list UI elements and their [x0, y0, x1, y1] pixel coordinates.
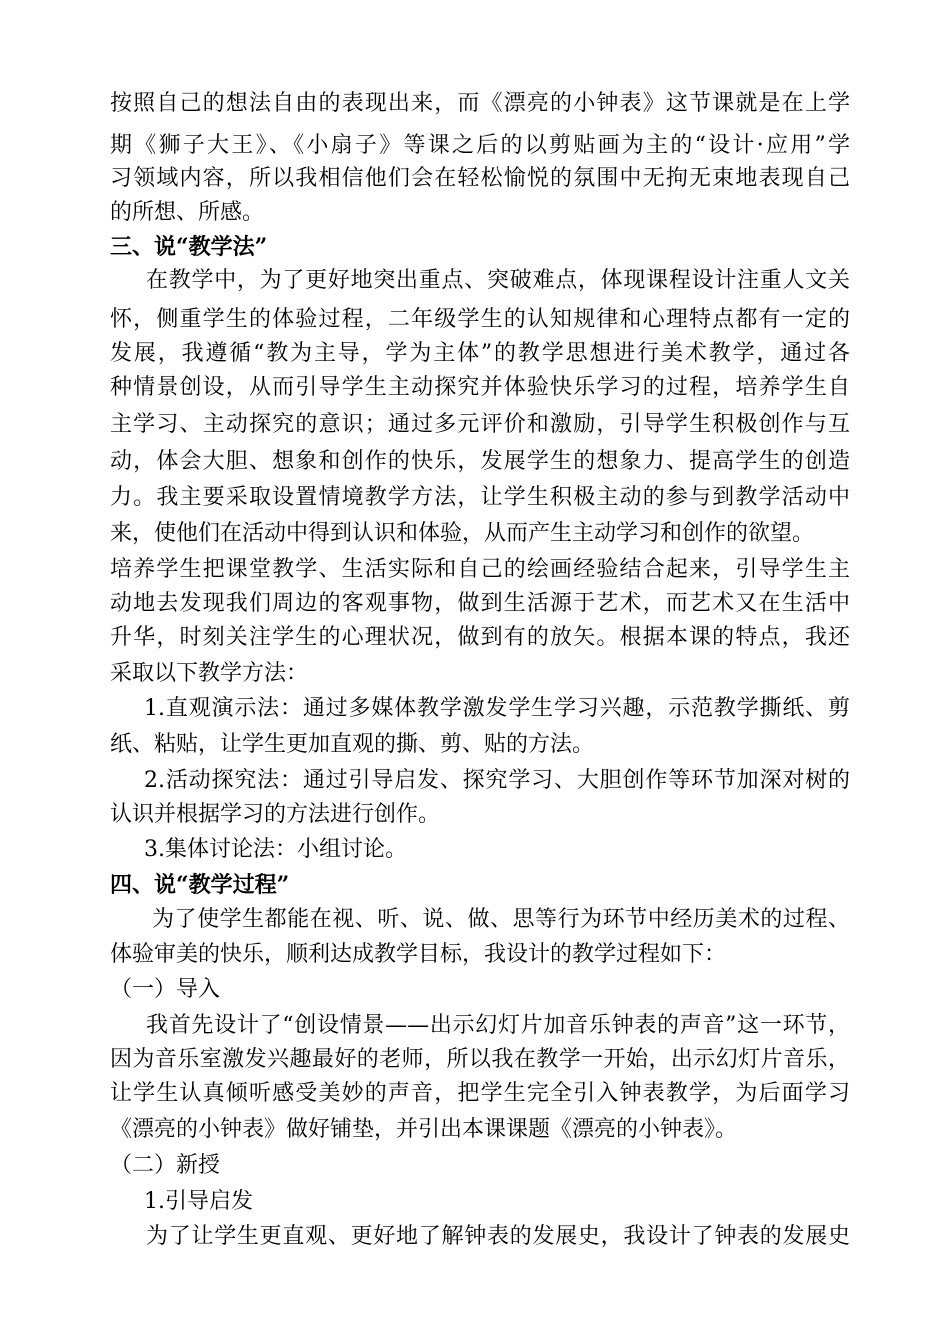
- list-item-line: 2.活动探究法：通过引导启发、探究学习、大胆创作等环节加深对树的: [144, 768, 850, 793]
- paragraph-line: 升华，时刻关注学生的心理状况，做到有的放矢。根据本课的特点，我还: [110, 625, 850, 650]
- list-item-line: 3.集体讨论法：小组讨论。: [144, 837, 407, 862]
- list-item-line: 认识并根据学习的方法进行创作。: [110, 802, 441, 827]
- list-item-line: 纸、粘贴，让学生更加直观的撕、剪、贴的方法。: [110, 732, 595, 757]
- subsection-heading: （一）导入: [110, 977, 221, 1002]
- paragraph-line: 在教学中，为了更好地突出重点、突破难点，体现课程设计注重人文关: [146, 268, 850, 293]
- paragraph-line: 《漂亮的小钟表》做好铺垫，并引出本课课题《漂亮的小钟表》。: [110, 1117, 738, 1142]
- paragraph-line: 习领域内容，所以我相信他们会在轻松愉悦的氛围中无拘无束地表现自己: [110, 166, 850, 191]
- paragraph-line: 体验审美的快乐，顺利达成教学目标，我设计的教学过程如下：: [110, 942, 727, 967]
- list-item-line: 1.直观演示法：通过多媒体教学激发学生学习兴趣，示范教学撕纸、剪: [144, 696, 850, 721]
- section-heading: 四、说“教学过程”: [110, 872, 290, 898]
- paragraph-line: 力。我主要采取设置情境教学方法，让学生积极主动的参与到教学活动中: [110, 485, 850, 510]
- paragraph-line: 怀，侧重学生的体验过程，二年级学生的认知规律和心理特点都有一定的: [110, 307, 850, 332]
- paragraph-line: 我首先设计了“创设情景——出示幻灯片加音乐钟表的声音”这一环节，: [146, 1013, 850, 1038]
- paragraph-line: 主学习、主动探究的意识；通过多元评价和激励，引导学生积极创作与互: [110, 412, 850, 437]
- paragraph-line: 发展，我遵循“教为主导，学为主体”的教学思想进行美术教学，通过各: [110, 341, 850, 366]
- subsection-heading: （二）新授: [110, 1153, 221, 1178]
- paragraph-line: 采取以下教学方法：: [110, 661, 309, 686]
- section-heading: 三、说“教学法”: [110, 234, 268, 260]
- subsection-item: 1.引导启发: [144, 1189, 253, 1214]
- paragraph-line: 动地去发现我们周边的客观事物，做到生活源于艺术，而艺术又在生活中: [110, 591, 850, 616]
- paragraph-line: 的所想、所感。: [110, 200, 265, 225]
- paragraph-line: 来，使他们在活动中得到认识和体验，从而产生主动学习和创作的欲望。: [110, 521, 815, 546]
- paragraph-line: 期《狮子大王》、《小扇子》等课之后的以剪贴画为主的“设计·应用”学: [110, 133, 850, 158]
- paragraph-line: 因为音乐室激发兴趣最好的老师，所以我在教学一开始，出示幻灯片音乐，: [110, 1047, 850, 1072]
- paragraph-line: 动，体会大胆、想象和创作的快乐，发展学生的想象力、提高学生的创造: [110, 449, 850, 474]
- paragraph-line: 按照自己的想法自由的表现出来，而《漂亮的小钟表》这节课就是在上学: [110, 91, 850, 116]
- paragraph-line: 培养学生把课堂教学、生活实际和自己的绘画经验结合起来，引导学生主: [110, 557, 850, 582]
- paragraph-line: 种情景创设，从而引导学生主动探究并体验快乐学习的过程，培养学生自: [110, 375, 850, 400]
- paragraph-line: 为了让学生更直观、更好地了解钟表的发展史，我设计了钟表的发展史: [146, 1224, 850, 1249]
- paragraph-line: 为了使学生都能在视、听、说、做、思等行为环节中经历美术的过程、: [152, 907, 850, 932]
- paragraph-line: 让学生认真倾听感受美妙的声音，把学生完全引入钟表教学，为后面学习: [110, 1081, 850, 1106]
